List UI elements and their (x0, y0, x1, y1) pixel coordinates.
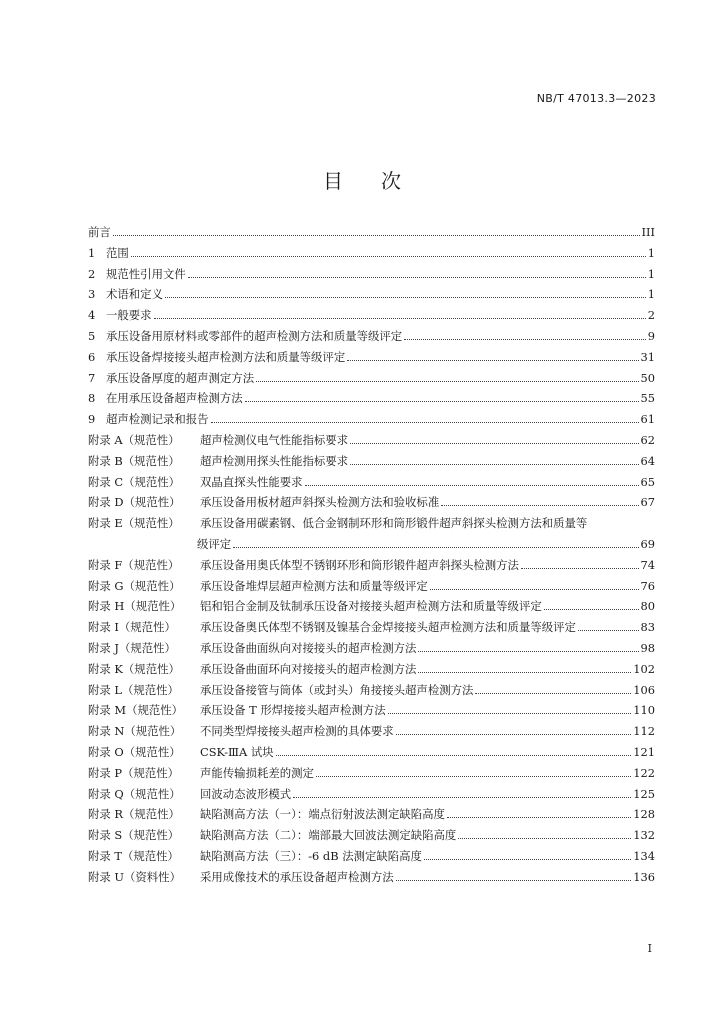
annex-title: 承压设备曲面纵向对接接头的超声检测方法 (200, 640, 417, 655)
annex-title: 超声检测仪电气性能指标要求 (200, 432, 349, 447)
annex-label: 附录 F（规范性） (88, 557, 180, 572)
toc-num: 6 (88, 349, 96, 364)
toc-annex-m[interactable] (88, 702, 655, 723)
annex-title: CSK-ⅢA 试块 (200, 744, 274, 759)
toc-page: 50 (640, 370, 655, 385)
standard-number: NB/T 47013.3—2023 (536, 92, 656, 105)
toc-annex-i[interactable] (88, 619, 655, 640)
toc-page: 1 (647, 266, 655, 281)
toc-entry-4[interactable] (88, 307, 655, 328)
page-title (0, 165, 724, 194)
toc-page: 121 (633, 744, 655, 759)
toc-title: 术语和定义 (106, 287, 163, 302)
toc-annex-r[interactable] (88, 806, 655, 827)
toc-num: 1 (88, 245, 96, 260)
toc-page: 67 (640, 495, 655, 510)
annex-title-cont: 级评定 (197, 536, 232, 551)
toc-page: 61 (640, 412, 655, 427)
annex-title: 承压设备 T 形焊接接头超声检测方法 (200, 703, 386, 718)
annex-label: 附录 B（规范性） (88, 453, 180, 468)
toc-title: 范围 (106, 245, 129, 260)
toc-annex-e[interactable] (88, 515, 655, 536)
annex-title: 承压设备堆焊层超声检测方法和质量等级评定 (200, 578, 428, 593)
toc-page: 1 (647, 245, 655, 260)
annex-label: 附录 P（规范性） (88, 765, 180, 780)
annex-title: 采用成像技术的承压设备超声检测方法 (200, 869, 394, 884)
annex-title: 缺陷测高方法（三）：-6 dB 法测定缺陷高度 (200, 848, 422, 863)
toc-annex-u[interactable] (88, 869, 655, 890)
toc-page: 125 (633, 786, 655, 801)
toc-page: 31 (640, 349, 655, 364)
toc-page: 76 (640, 578, 655, 593)
toc-page: 136 (633, 869, 655, 884)
page-number: I (647, 942, 652, 955)
toc-annex-o[interactable] (88, 744, 655, 765)
annex-title: 超声检测用探头性能指标要求 (200, 453, 349, 468)
toc-num: 4 (88, 308, 96, 323)
toc-num: 7 (88, 370, 96, 385)
toc-entry-preface[interactable] (88, 224, 655, 245)
annex-label: 附录 H（规范性） (88, 599, 182, 614)
annex-label: 附录 O（规范性） (88, 744, 181, 759)
toc-annex-n[interactable] (88, 723, 655, 744)
toc-num: 2 (88, 266, 96, 281)
annex-title: 不同类型焊接接头超声检测的具体要求 (200, 724, 394, 739)
annex-label: 附录 R（规范性） (88, 807, 180, 822)
annex-title: 铝和铝合金制及钛制承压设备对接接头超声检测方法和质量等级评定 (200, 599, 542, 614)
toc-entry-5[interactable] (88, 328, 655, 349)
toc-title: 承压设备厚度的超声测定方法 (106, 370, 255, 385)
toc-page: 106 (633, 682, 655, 697)
toc-num: 3 (88, 287, 96, 302)
toc-num: 5 (88, 328, 96, 343)
toc-entry-6[interactable] (88, 349, 655, 370)
toc-page: 2 (647, 308, 655, 323)
toc-title: 前言 (88, 225, 111, 239)
annex-label: 附录 K（规范性） (88, 661, 180, 676)
toc-page: 1 (647, 287, 655, 302)
annex-title: 承压设备接管与筒体（或封头）角接接头超声检测方法 (200, 682, 474, 697)
annex-label: 附录 M（规范性） (88, 703, 184, 718)
toc-page: 74 (640, 557, 655, 572)
toc-title: 在用承压设备超声检测方法 (106, 391, 243, 406)
toc-entry-3[interactable] (88, 286, 655, 307)
annex-title: 承压设备用奥氏体型不锈钢环形和筒形锻件超声斜探头检测方法 (200, 557, 519, 572)
toc-num: 8 (88, 391, 96, 406)
toc-entry-7[interactable] (88, 370, 655, 391)
annex-title: 承压设备奥氏体型不锈钢及镍基合金焊接接头超声检测方法和质量等级评定 (200, 620, 576, 635)
annex-title: 声能传输损耗差的测定 (200, 765, 314, 780)
toc-entry-9[interactable] (88, 411, 655, 432)
toc-annex-h[interactable] (88, 598, 655, 619)
annex-title: 承压设备曲面环向对接接头的超声检测方法 (200, 661, 417, 676)
toc-page: 102 (633, 661, 655, 676)
annex-title: 承压设备用碳素钢、低合金钢制环形和筒形锻件超声斜探头检测方法和质量等 (200, 516, 588, 531)
toc-page: 62 (640, 432, 655, 447)
toc-page: 134 (633, 848, 655, 863)
toc-annex-d[interactable] (88, 494, 655, 515)
annex-label: 附录 U（资料性） (88, 869, 181, 884)
toc-page: 64 (640, 453, 655, 468)
toc-page: 65 (640, 474, 655, 489)
toc-title: 规范性引用文件 (106, 266, 186, 281)
annex-label: 附录 A（规范性） (88, 432, 180, 447)
toc-page: 122 (633, 765, 655, 780)
toc-entry-1[interactable] (88, 245, 655, 266)
toc-title: 承压设备焊接接头超声检测方法和质量等级评定 (106, 349, 346, 364)
annex-title: 双晶直探头性能要求 (200, 474, 303, 489)
annex-label: 附录 I（规范性） (88, 620, 176, 635)
annex-label: 附录 D（规范性） (88, 495, 181, 510)
toc-page: III (641, 225, 655, 239)
annex-label: 附录 G（规范性） (88, 578, 181, 593)
toc-num: 9 (88, 412, 96, 427)
annex-label: 附录 S（规范性） (88, 828, 180, 843)
annex-label: 附录 L（规范性） (88, 682, 179, 697)
table-of-contents (88, 224, 655, 890)
annex-title: 缺陷测高方法（二）：端部最大回波法测定缺陷高度 (200, 828, 457, 843)
toc-entry-8[interactable] (88, 390, 655, 411)
toc-annex-j[interactable] (88, 640, 655, 661)
toc-entry-2[interactable] (88, 266, 655, 287)
toc-annex-e-cont[interactable] (88, 536, 655, 557)
annex-title: 承压设备用板材超声斜探头检测方法和验收标准 (200, 495, 440, 510)
toc-annex-c[interactable] (88, 474, 655, 495)
toc-page: 69 (640, 536, 655, 551)
annex-title: 缺陷测高方法（一）：端点衍射波法测定缺陷高度 (200, 807, 445, 822)
toc-annex-s[interactable] (88, 827, 655, 848)
toc-page: 110 (633, 703, 655, 718)
toc-annex-a[interactable] (88, 432, 655, 453)
toc-page: 83 (640, 620, 655, 635)
toc-page: 128 (633, 807, 655, 822)
toc-title: 承压设备用原材料或零部件的超声检测方法和质量等级评定 (106, 328, 403, 343)
toc-page: 55 (640, 391, 655, 406)
toc-annex-t[interactable] (88, 848, 655, 869)
toc-annex-p[interactable] (88, 765, 655, 786)
annex-label: 附录 Q（规范性） (88, 786, 181, 801)
annex-title: 回波动态波形模式 (200, 786, 292, 801)
toc-title: 超声检测记录和报告 (106, 412, 209, 427)
toc-annex-g[interactable] (88, 578, 655, 599)
title-char-1: 目 (323, 169, 343, 193)
toc-annex-q[interactable] (88, 786, 655, 807)
toc-annex-f[interactable] (88, 557, 655, 578)
toc-page: 112 (633, 724, 655, 739)
toc-page: 9 (647, 328, 655, 343)
annex-label: 附录 J（规范性） (88, 640, 176, 655)
annex-label: 附录 N（规范性） (88, 724, 182, 739)
toc-page: 132 (633, 828, 655, 843)
toc-page: 80 (640, 599, 655, 614)
title-char-2: 次 (381, 169, 401, 193)
annex-label: 附录 T（规范性） (88, 848, 179, 863)
toc-annex-l[interactable] (88, 682, 655, 703)
annex-label: 附录 E（规范性） (88, 516, 180, 531)
toc-title: 一般要求 (106, 308, 152, 323)
toc-annex-k[interactable] (88, 661, 655, 682)
toc-page: 98 (640, 640, 655, 655)
annex-label: 附录 C（规范性） (88, 474, 181, 489)
toc-annex-b[interactable] (88, 453, 655, 474)
